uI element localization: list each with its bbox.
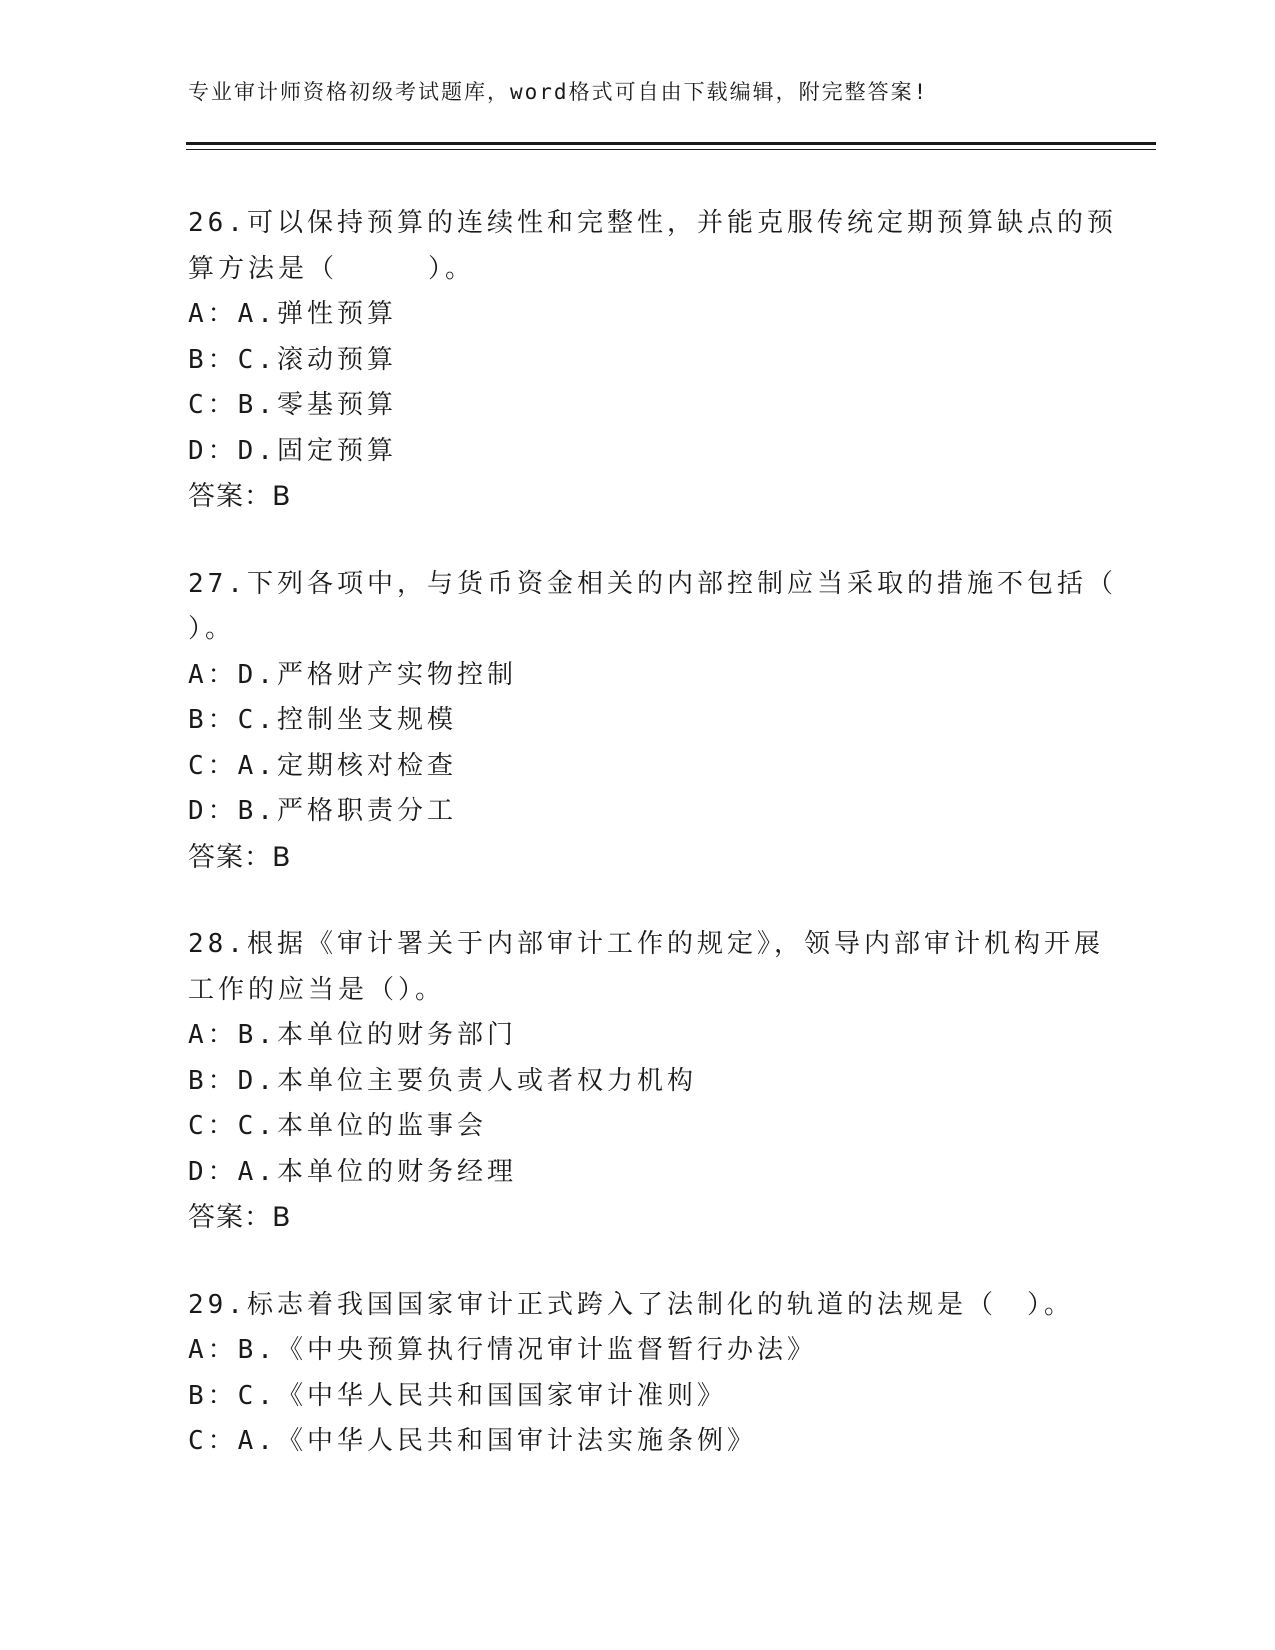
option-a: A：B.《中央预算执行情况审计监督暂行办法》 — [188, 1335, 817, 1365]
option-d: D：B.严格职责分工 — [188, 796, 457, 826]
answer: 答案：B — [188, 1202, 292, 1233]
option-b: B：C.控制坐支规模 — [188, 705, 457, 735]
answer: 答案：B — [188, 841, 292, 873]
question-stem: 28.根据《审计署关于内部审计工作的规定》，领导内部审计机构开展 — [188, 929, 1104, 959]
option-a: A：A.弹性预算 — [188, 299, 397, 329]
question-27 — [188, 562, 1117, 881]
option-a: A：D.严格财产实物控制 — [188, 659, 517, 690]
option-b: B：D.本单位主要负责人或者权力机构 — [188, 1065, 697, 1096]
question-stem: 27.下列各项中，与货币资金相关的内部控制应当采取的措施不包括（ — [188, 568, 1117, 599]
question-29 — [188, 1283, 1088, 1465]
option-c: C：A.定期核对检查 — [188, 750, 457, 781]
question-stem: 工作的应当是（）。 — [188, 974, 446, 1005]
option-c: C：A.《中华人民共和国审计法实施条例》 — [188, 1426, 757, 1456]
question-26 — [188, 201, 1117, 520]
option-c: C：B.零基预算 — [188, 390, 397, 420]
option-b: B：C.滚动预算 — [188, 344, 397, 375]
option-a: A：B.本单位的财务部门 — [188, 1020, 517, 1050]
option-c: C：C.本单位的监事会 — [188, 1111, 487, 1141]
option-d: D：A.本单位的财务经理 — [188, 1156, 517, 1187]
question-list — [188, 201, 1117, 1507]
page-header: 专业审计师资格初级考试题库，word格式可自由下载编辑，附完整答案! — [188, 80, 929, 104]
answer: 答案：B — [188, 481, 292, 512]
header-divider — [186, 142, 1156, 150]
option-d: D：D.固定预算 — [188, 435, 397, 466]
option-b: B：C.《中华人民共和国国家审计准则》 — [188, 1380, 727, 1411]
question-stem: 算方法是（ ）。 — [188, 253, 476, 284]
question-stem: 26.可以保持预算的连续性和完整性，并能克服传统定期预算缺点的预 — [188, 208, 1117, 238]
question-stem: ）。 — [188, 614, 236, 644]
question-stem: 29.标志着我国国家审计正式跨入了法制化的轨道的法规是（ ）。 — [188, 1289, 1074, 1320]
question-28 — [188, 922, 1104, 1241]
